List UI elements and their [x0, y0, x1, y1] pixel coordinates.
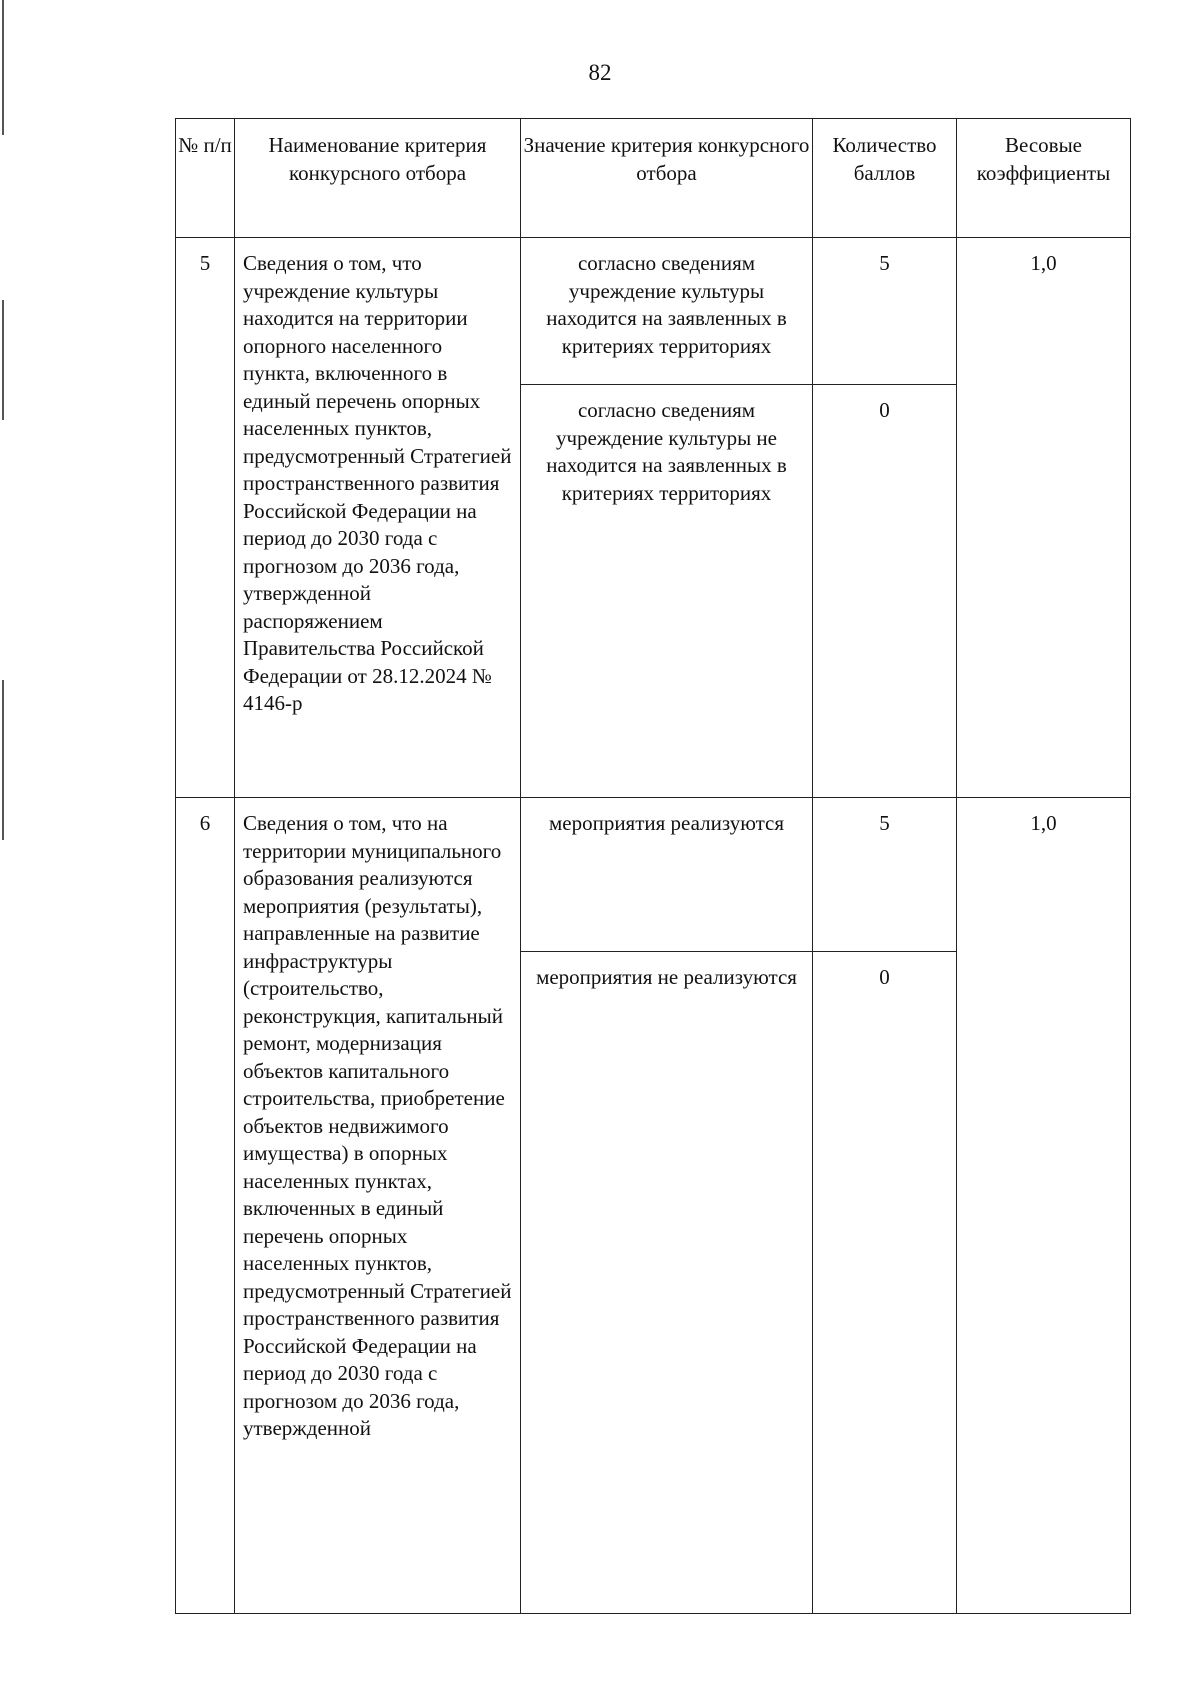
criterion-name: Сведения о том, что на территории муниципального образования реализуются мероприятия (результаты), направленные на развитие инфраструктуры (строительство, реконструкция, капитальный ремонт, модернизация объектов капитального строительства, приобретение объектов недвижимого имущества) в опорных населенных пунктах, включенных в единый перечень опорных населенных пунктов, предусмотренный Стратегией пространственного развития Российской Федерации на период до 2030 года с прогнозом до 2036 года, утвержденной	[235, 798, 521, 1614]
criterion-value: мероприятия реализуются	[521, 798, 813, 952]
weight-value: 1,0	[957, 238, 1131, 798]
criterion-name: Сведения о том, что учреждение культуры находится на территории опорного населенного пункта, включенного в единый перечень опорных населенных пунктов, предусмотренный Стратегией пространственного развития Российской Федерации на период до 2030 года с прогнозом до 2036 года, утвержденной распоряжением Правительства Российской Федерации от 28.12.2024 № 4146-р	[235, 238, 521, 798]
weight-value: 1,0	[957, 798, 1131, 1614]
row-number: 6	[176, 798, 235, 1614]
header-number: № п/п	[176, 119, 235, 238]
points-value: 5	[813, 798, 957, 952]
criterion-value: согласно сведениям учреждение культуры не находится на заявленных в критериях территориях	[521, 385, 813, 798]
scan-edge-mark	[2, 300, 4, 420]
header-weights: Весовые коэффициенты	[957, 119, 1131, 238]
header-criterion-value: Значение критерия конкурсного отбора	[521, 119, 813, 238]
criterion-value: согласно сведениям учреждение культуры находится на заявленных в критериях территориях	[521, 238, 813, 385]
table-row	[176, 238, 1131, 385]
points-value: 0	[813, 952, 957, 1614]
scan-edge-mark	[2, 680, 4, 840]
header-criterion-name: Наименование критерия конкурсного отбора	[235, 119, 521, 238]
criteria-table	[175, 118, 1131, 1614]
table-header-row	[176, 119, 1131, 238]
row-number: 5	[176, 238, 235, 798]
points-value: 0	[813, 385, 957, 798]
header-points: Количество баллов	[813, 119, 957, 238]
points-value: 5	[813, 238, 957, 385]
criterion-value: мероприятия не реализуются	[521, 952, 813, 1614]
page-number: 82	[588, 60, 612, 85]
table-row	[176, 798, 1131, 952]
